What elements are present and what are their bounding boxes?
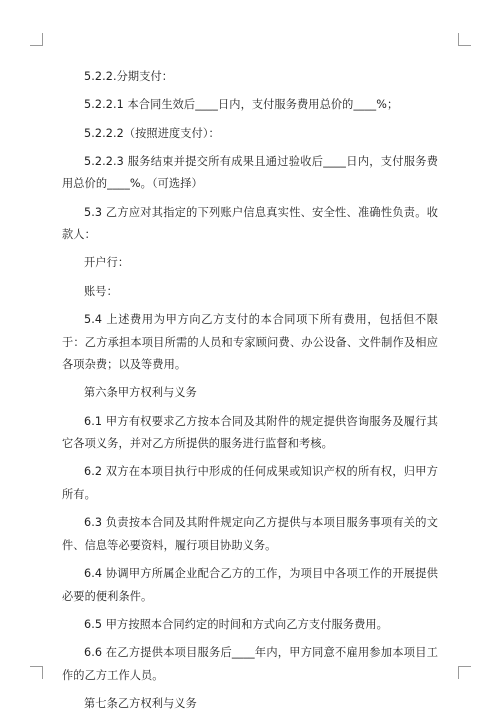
clause-5-2-2: 5.2.2.分期支付： <box>84 70 174 83</box>
clause-5-2-2-3: 5.2.2.3 服务结束并提交所有成果且通过验收后____日内，支付服务费用总价的____%。（可选择） <box>62 154 438 191</box>
bank-name-line: 开户行： <box>84 256 130 270</box>
clause-6-2: 6.2 双方在本项目执行中形成的任何成果或知识产权的所有权，归甲方所有。 <box>62 465 438 501</box>
article-7-heading: 第七条乙方权利与义务 <box>84 696 197 710</box>
article-6-heading: 第六条甲方权利与义务 <box>84 386 197 400</box>
clause-6-1: 6.1 甲方有权要求乙方按本合同及其附件的规定提供咨询服务及履行其它各项义务，并对乙方所提供的服务进行监督和考核。 <box>62 414 438 451</box>
clause-6-5: 6.5 甲方按照本合同约定的时间和方式向乙方支付服务费用。 <box>84 617 388 631</box>
crop-mark-bottom-left <box>30 666 43 679</box>
clause-6-6: 6.6 在乙方提供本项目服务后____年内，甲方同意不雇用参加本项目工作的乙方工作人员。 <box>62 646 438 682</box>
clause-5-4: 5.4 上述费用为甲方向乙方支付的本合同项下所有费用，包括但不限于：乙方承担本项目所需的人员和专家顾问费、办公设备、文件制作及相应各项杂费；以及等费用。 <box>62 313 438 372</box>
document-body <box>62 66 438 721</box>
clause-5-2-2-1: 5.2.2.1 本合同生效后____日内，支付服务费用总价的____%； <box>84 98 399 112</box>
clause-5-2-2-2: 5.2.2.2（按照进度支付）： <box>84 126 220 140</box>
clause-6-4: 6.4 协调甲方所属企业配合乙方的工作，为项目中各项工作的开展提供必要的便利条件。 <box>62 567 438 603</box>
account-number-line: 账号： <box>84 284 118 298</box>
clause-6-3: 6.3 负责按本合同及其附件规定向乙方提供与本项目服务事项有关的文件、信息等必要资料，履行项目协助义务。 <box>62 516 438 552</box>
crop-mark-top-left <box>30 33 43 46</box>
crop-mark-bottom-right <box>458 666 471 679</box>
clause-5-3: 5.3 乙方应对其指定的下列账户信息真实性、安全性、准确性负责。收款人： <box>62 205 438 242</box>
crop-mark-top-right <box>458 33 471 46</box>
